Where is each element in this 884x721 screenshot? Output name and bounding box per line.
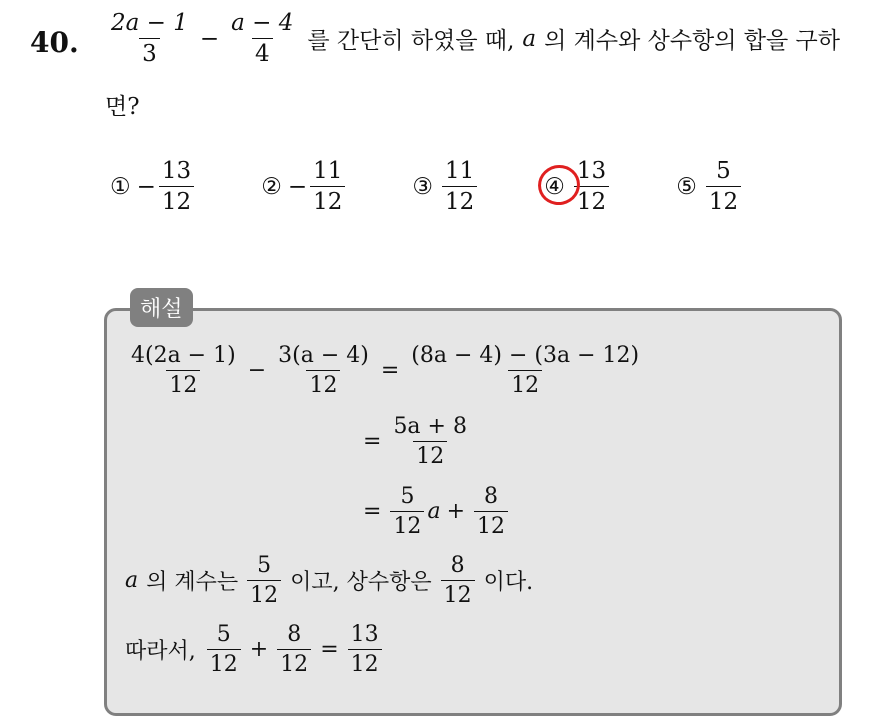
question-fraction-2 <box>228 10 296 68</box>
fraction-denominator: 12 <box>306 370 340 398</box>
equals-sign: = <box>380 358 400 384</box>
fraction-numerator: a − 4 <box>231 10 294 36</box>
fraction-numerator: 13 <box>350 622 379 647</box>
variable-a: a <box>125 568 139 594</box>
minus-sign: − <box>247 358 267 384</box>
question-line-1 <box>105 10 840 68</box>
fraction-denominator: 12 <box>247 580 281 608</box>
fraction-denominator: 12 <box>159 186 194 215</box>
fraction-denominator: 12 <box>207 649 241 677</box>
choice-1[interactable] <box>110 158 197 216</box>
fraction-numerator: 3(a − 4) <box>278 343 369 368</box>
fraction-numerator: 4(2a − 1) <box>131 343 236 368</box>
solution-fraction <box>207 622 241 678</box>
fraction-denominator: 4 <box>252 38 273 67</box>
equals-sign: = <box>320 637 339 663</box>
fraction-denominator: 12 <box>441 580 475 608</box>
choice-sign: − <box>287 173 308 200</box>
equals-sign: = <box>363 499 382 525</box>
question-text: 를 간단히 하였을 때, <box>307 28 515 55</box>
fraction-numerator: 5 <box>216 622 231 647</box>
solution-fraction <box>390 414 470 470</box>
solution-fraction <box>275 343 372 399</box>
solution-line-5 <box>125 622 385 678</box>
fraction-denominator: 12 <box>442 186 477 215</box>
plus-sign: + <box>249 637 269 663</box>
solution-line-3 <box>357 484 511 540</box>
fraction-numerator: 8 <box>450 553 465 578</box>
fraction-denominator: 12 <box>310 186 345 215</box>
fraction-denominator: 12 <box>166 370 200 398</box>
fraction-denominator: 3 <box>139 38 160 67</box>
fraction-denominator: 12 <box>390 511 424 539</box>
answer-choices <box>110 158 808 216</box>
solution-text: 의 계수는 <box>146 570 239 596</box>
choice-2[interactable] <box>261 158 348 216</box>
choice-4[interactable] <box>544 158 612 216</box>
choice-5[interactable] <box>676 158 744 216</box>
question-fraction-1 <box>108 10 191 68</box>
choice-mark: ⑤ <box>676 173 697 200</box>
solution-text: 따라서, <box>125 639 196 665</box>
fraction-numerator: 2a − 1 <box>111 10 188 36</box>
equals-sign: = <box>363 429 382 455</box>
solution-line-2 <box>357 414 473 470</box>
solution-fraction <box>348 622 382 678</box>
fraction-numerator: (8a − 4) − (3a − 12) <box>411 343 640 368</box>
fraction-denominator: 12 <box>474 511 508 539</box>
choice-fraction <box>442 158 477 216</box>
choice-fraction <box>310 158 345 216</box>
solution-line-4 <box>125 553 533 609</box>
choice-mark: ③ <box>412 173 433 200</box>
fraction-numerator: 11 <box>313 158 343 184</box>
fraction-numerator: 8 <box>484 484 498 509</box>
minus-sign: − <box>199 25 220 52</box>
question-line-2 <box>105 88 140 121</box>
plus-sign: + <box>446 499 465 525</box>
solution-fraction <box>474 484 508 540</box>
solution-line-1 <box>125 343 645 399</box>
solution-fraction <box>441 553 475 609</box>
fraction-numerator: 13 <box>161 158 192 184</box>
choice-mark: ① <box>110 173 131 200</box>
variable-a: a <box>522 25 537 52</box>
choice-mark: ② <box>261 173 282 200</box>
choice-fraction <box>706 158 741 216</box>
fraction-numerator: 5a + 8 <box>393 414 467 439</box>
solution-fraction <box>390 484 424 540</box>
fraction-denominator: 12 <box>413 441 447 469</box>
question-text-end: 면? <box>105 94 140 120</box>
choice-mark: ④ <box>544 173 565 200</box>
question-number: 40. <box>30 26 79 59</box>
choice-sign: − <box>136 173 156 200</box>
solution-fraction <box>277 622 311 678</box>
solution-label: 해설 <box>130 288 193 327</box>
solution-text: 이고, 상수항은 <box>290 570 432 596</box>
solution-fraction <box>247 553 281 609</box>
fraction-denominator: 12 <box>706 186 741 215</box>
fraction-denominator: 12 <box>348 649 382 677</box>
fraction-numerator: 13 <box>576 158 607 184</box>
question-text-continued: 의 계수와 상수항의 합을 구하 <box>544 28 840 55</box>
fraction-denominator: 12 <box>508 370 542 398</box>
solution-fraction <box>128 343 239 399</box>
fraction-numerator: 5 <box>400 484 415 509</box>
fraction-denominator: 12 <box>277 649 311 677</box>
fraction-numerator: 5 <box>257 553 272 578</box>
variable-a: a <box>427 499 441 525</box>
solution-fraction <box>408 343 642 399</box>
fraction-numerator: 11 <box>445 158 475 184</box>
choice-3[interactable] <box>412 158 480 216</box>
fraction-numerator: 5 <box>716 158 731 184</box>
solution-text: 이다. <box>483 570 534 596</box>
fraction-numerator: 8 <box>287 622 302 647</box>
fraction-denominator: 12 <box>574 186 609 215</box>
choice-fraction <box>159 158 194 216</box>
